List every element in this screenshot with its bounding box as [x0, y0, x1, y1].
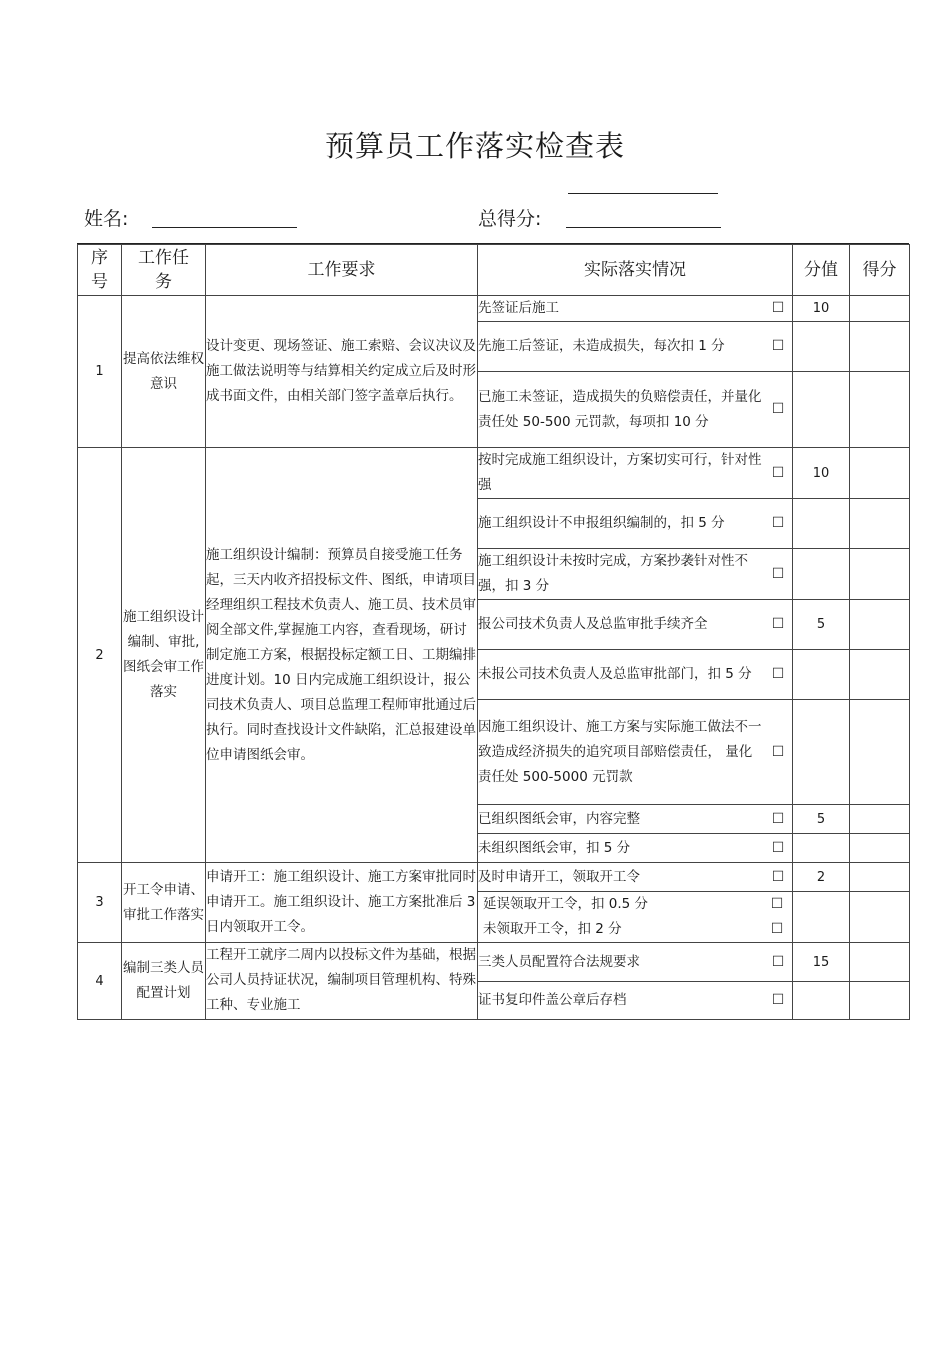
header-score: 得分	[850, 245, 910, 296]
score-cell[interactable]	[850, 834, 910, 863]
table-row	[78, 448, 910, 499]
checkbox-icon[interactable]: ☐	[771, 338, 785, 354]
name-field-line[interactable]	[152, 227, 297, 228]
actual-item	[478, 448, 793, 499]
score-cell[interactable]	[850, 372, 910, 448]
actual-item-text: 施工组织设计未按时完成，方案抄袭针对性不强，扣 3 分	[478, 553, 748, 594]
actual-item-text: 证书复印件盖公章后存档	[478, 992, 627, 1008]
score-cell[interactable]	[850, 549, 910, 600]
total-score-label: 总得分:	[478, 208, 542, 230]
points-cell	[793, 372, 850, 448]
checkbox-icon[interactable]: ☐	[771, 810, 785, 827]
requirement-cell: 工程开工就序二周内以投标文件为基础，根据公司人员持证状况，编制项目管理机构、特殊工种、专业施工	[206, 943, 478, 1020]
actual-item	[478, 322, 793, 372]
requirement-cell: 设计变更、现场签证、施工索赔、会议决议及施工做法说明等与结算相关约定成立后及时形成书面文件，由相关部门签字盖章后执行。	[206, 296, 478, 448]
checkbox-icon[interactable]: ☐	[771, 666, 785, 682]
actual-item-text: 按时完成施工组织设计，方案切实可行，针对性强	[478, 452, 762, 493]
actual-item	[478, 700, 793, 805]
requirement-cell: 申请开工：施工组织设计、施工方案审批同时申请开工。施工组织设计、施工方案批准后 3 日内领取开工令。	[206, 863, 478, 943]
actual-item	[478, 834, 793, 863]
points-cell	[793, 650, 850, 700]
actual-item	[478, 499, 793, 549]
actual-item	[478, 549, 793, 600]
actual-item-text: 未领取开工令，扣 2 分	[483, 921, 622, 937]
score-cell[interactable]	[850, 600, 910, 650]
score-cell[interactable]	[850, 805, 910, 834]
actual-item	[478, 805, 793, 834]
points-cell: 5	[793, 600, 850, 650]
actual-item	[478, 943, 793, 982]
checkbox-icon[interactable]: ☐	[771, 953, 785, 970]
row-number: 3	[78, 863, 122, 943]
checkbox-icon[interactable]: ☐	[771, 464, 785, 481]
actual-item-text: 报公司技术负责人及总监审批手续齐全	[478, 616, 708, 632]
checkbox-icon[interactable]: ☐	[771, 515, 785, 531]
actual-item-text: 先施工后签证，未造成损失，每次扣 1 分	[478, 338, 725, 354]
points-cell	[793, 892, 850, 943]
task-cell: 提高依法维权意识	[122, 296, 206, 448]
points-cell	[793, 834, 850, 863]
checkbox-icon[interactable]: ☐	[771, 300, 785, 316]
extra-underline	[568, 193, 718, 194]
checkbox-icon[interactable]: ☐	[771, 616, 785, 632]
checkbox-icon[interactable]: ☐	[771, 401, 785, 417]
actual-item-text: 施工组织设计不申报组织编制的，扣 5 分	[478, 515, 725, 531]
score-cell[interactable]	[850, 892, 910, 943]
actual-item-text: 延误领取开工令，扣 0.5 分	[483, 896, 649, 912]
inspection-table	[77, 244, 910, 1020]
points-cell: 10	[793, 448, 850, 499]
actual-item-group	[478, 892, 793, 943]
points-cell	[793, 549, 850, 600]
actual-sub-item	[478, 892, 792, 917]
points-cell: 15	[793, 943, 850, 982]
total-score-field-line[interactable]	[566, 227, 721, 228]
actual-item-text: 已施工未签证，造成损失的负赔偿责任，并量化责任处 50-500 元罚款，每项扣 10 分	[478, 388, 762, 430]
actual-item	[478, 296, 793, 322]
actual-item-text: 未报公司技术负责人及总监审批部门，扣 5 分	[478, 666, 752, 682]
table-row	[78, 943, 910, 982]
actual-item-text: 三类人员配置符合法规要求	[478, 953, 640, 970]
score-cell[interactable]	[850, 650, 910, 700]
row-number: 2	[78, 448, 122, 863]
actual-item-text: 已组织图纸会审，内容完整	[478, 810, 640, 827]
points-cell	[793, 700, 850, 805]
actual-item-text: 及时申请开工，领取开工令	[478, 868, 640, 885]
score-cell[interactable]	[850, 499, 910, 549]
score-cell[interactable]	[850, 322, 910, 372]
header-points: 分值	[793, 245, 850, 296]
task-cell: 编制三类人员配置计划	[122, 943, 206, 1020]
task-cell: 开工令申请、审批工作落实	[122, 863, 206, 943]
task-cell: 施工组织设计编制、审批,图纸会审工作落实	[122, 448, 206, 863]
requirement-cell: 施工组织设计编制：预算员自接受施工任务起，三天内收齐招投标文件、图纸，申请项目经理组织工程技术负责人、施工员、技术员审阅全部文件,掌握施工内容，查看现场，研讨制定施工方案，根据投标定额工日、工期编排进度计划。10 日内完成施工组织设计，报公司技术负责人、项目总监理工程师审批通过后执行。同时查找设计文件缺陷，汇总报建设单位申请图纸会审。	[206, 448, 478, 863]
header-task: 工作任务	[122, 245, 206, 296]
table-row	[78, 296, 910, 322]
row-number: 1	[78, 296, 122, 448]
score-cell[interactable]	[850, 700, 910, 805]
checkbox-icon[interactable]: ☐	[771, 743, 785, 760]
table-row	[78, 863, 910, 892]
actual-item-text: 先签证后施工	[478, 300, 559, 316]
checkbox-icon[interactable]: ☐	[770, 896, 784, 912]
checkbox-icon[interactable]: ☐	[771, 565, 785, 582]
score-cell[interactable]	[850, 296, 910, 322]
name-label: 姓名:	[84, 208, 129, 230]
score-cell[interactable]	[850, 448, 910, 499]
actual-item	[478, 600, 793, 650]
checkbox-icon[interactable]: ☐	[771, 992, 785, 1008]
checkbox-icon[interactable]: ☐	[771, 868, 785, 885]
points-cell	[793, 982, 850, 1020]
actual-sub-item	[478, 917, 792, 942]
header-no: 序号	[78, 245, 122, 296]
actual-item	[478, 863, 793, 892]
actual-item-text: 因施工组织设计、施工方案与实际施工做法不一致造成经济损失的追究项目部赔偿责任， 量化责任处 500-5000 元罚款	[478, 718, 762, 785]
score-cell[interactable]	[850, 982, 910, 1020]
score-cell[interactable]	[850, 863, 910, 892]
points-cell: 10	[793, 296, 850, 322]
checkbox-icon[interactable]: ☐	[770, 921, 784, 937]
actual-item	[478, 372, 793, 448]
points-cell	[793, 499, 850, 549]
points-cell	[793, 322, 850, 372]
actual-item-text: 未组织图纸会审，扣 5 分	[478, 839, 631, 856]
header-requirement: 工作要求	[206, 245, 478, 296]
header-actual: 实际落实情况	[478, 245, 793, 296]
table-header-row	[78, 245, 910, 296]
points-cell: 5	[793, 805, 850, 834]
points-cell: 2	[793, 863, 850, 892]
row-number: 4	[78, 943, 122, 1020]
actual-item	[478, 650, 793, 700]
page-title: 预算员工作落实检查表	[324, 129, 625, 163]
checkbox-icon[interactable]: ☐	[771, 839, 785, 856]
actual-item	[478, 982, 793, 1020]
score-cell[interactable]	[850, 943, 910, 982]
